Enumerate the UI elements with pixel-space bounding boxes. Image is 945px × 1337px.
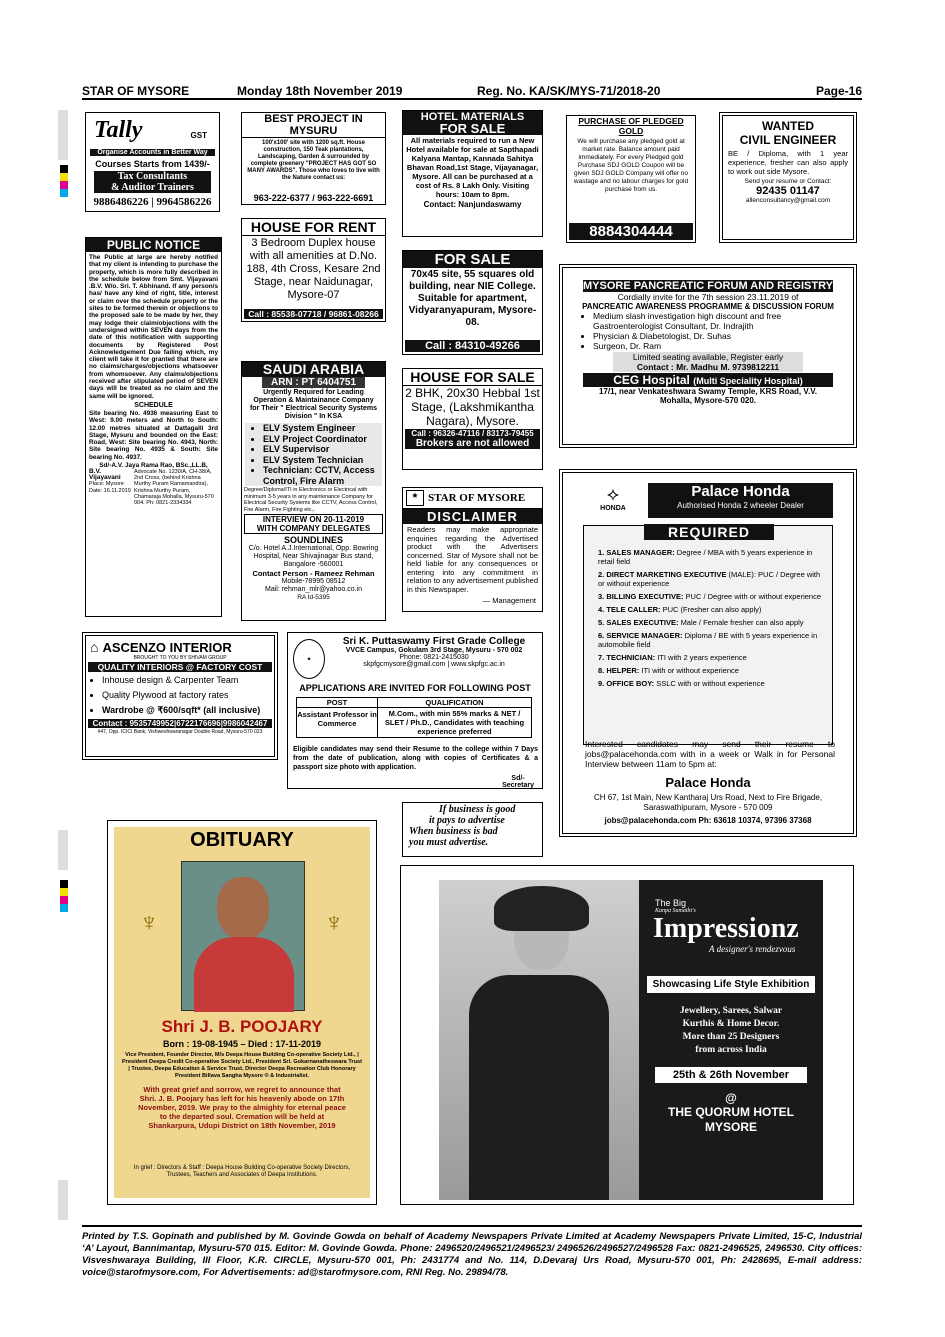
house-sale-call: Call : 96326-47116 / 83173-79455 xyxy=(405,429,540,438)
honda-logo: ⟡ HONDA xyxy=(583,483,643,518)
public-notice-title: PUBLIC NOTICE xyxy=(86,238,221,252)
impressionz-venue: MYSORE xyxy=(704,1120,757,1134)
ceg-hospital: CEG Hospital (Multi Speciality Hospital) xyxy=(583,373,833,387)
gst-label: GST xyxy=(190,131,207,140)
honda-job: 9. OFFICE BOY: SSLC with or without experience xyxy=(598,679,765,688)
honda-job: 3. BILLING EXECUTIVE: PUC / Degree with or without experience xyxy=(598,592,822,601)
house-rent-call: Call : 85538-07718 / 96861-08266 xyxy=(244,309,383,319)
civil-engineer-ad xyxy=(722,115,854,240)
disclaimer-box xyxy=(402,487,543,612)
best-project-ad xyxy=(241,112,386,205)
hotel-materials-ad xyxy=(402,110,543,237)
gray-strip xyxy=(58,1180,68,1220)
tally-logo: Tally xyxy=(94,117,143,143)
impressionz-at: @ xyxy=(725,1091,737,1105)
impressionz-ad xyxy=(400,865,854,1205)
gray-strip xyxy=(58,830,68,870)
college-table xyxy=(296,697,532,738)
house-rent-title: HOUSE FOR RENT xyxy=(242,219,385,236)
impressionz-line: More than 25 Designers xyxy=(682,1032,780,1042)
saudi-item: • ELV System Technician xyxy=(263,455,382,466)
saudi-arn: ARN : PT 6404751 xyxy=(262,377,365,388)
tally-phones: 9886486226 | 9964586226 xyxy=(93,196,212,208)
hotel-title: HOTEL MATERIALS FOR SALE xyxy=(403,111,542,135)
pancreatic-item: • Surgeon, Dr. Ram xyxy=(593,341,835,351)
pancreatic-forum-ad xyxy=(562,267,854,445)
impressionz-venue: THE QUORUM HOTEL xyxy=(668,1105,794,1119)
pledged-title: PURCHASE OF PLEDGED GOLD xyxy=(578,116,684,136)
ascenzo-list xyxy=(86,673,274,718)
honda-job: 7. TECHNICIAN: ITI with 2 years experience xyxy=(598,653,747,662)
house-sale-text: 2 BHK, 20x30 Hebbal 1st Stage, (Lakshmikantha Nagara), Mysore. xyxy=(405,386,540,428)
honda-subtitle: Authorised Honda 2 wheeler Dealer xyxy=(677,501,804,510)
for-sale-title: FOR SALE xyxy=(403,251,542,268)
college-secretary: Secretary xyxy=(502,782,534,789)
saudi-intro: Urgently Required for Leading Operation & Maintainance Company for Their " Electrical Security Systems Division " In KSA xyxy=(249,389,378,420)
honda-jobs-list xyxy=(584,526,832,688)
honda-address: CH 67, 1st Main, New Kantharaj Urs Road, Next to Fire Brigade, Saraswathipuram, Mysore - 570 009 xyxy=(593,793,823,812)
col-post: POST xyxy=(297,698,378,707)
disclaimer-logo: STAR OF MYSORE xyxy=(428,492,526,504)
for-sale-text: 70x45 site, 55 squares old building, near NIE College. Suitable for apartment, Vidyaranyapuram, Mysore-08. xyxy=(408,269,537,328)
house-for-rent-ad xyxy=(241,218,386,322)
college-apps: APPLICATIONS ARE INVITED FOR FOLLOWING POST xyxy=(299,683,531,693)
saudi-fine: Degree/Diploma/ITI in Electronics or Electrical with minimum 3-5 years in any maintenance Company for Electrical Security Systems like CCTV, Access Control, Fire Alarm, Fire Fighting etc., xyxy=(244,487,378,513)
tally-tagline: Organise Accounts in Better Way xyxy=(90,149,215,156)
pledged-phone: 8884304444 xyxy=(569,223,693,240)
civil-title: WANTED CIVIL ENGINEER xyxy=(739,119,837,147)
civil-email: allenconsultancy@gmail.com xyxy=(745,197,831,204)
hotel-text: All materials required to run a New Hotel available for sale at Sapthapadi Kalyana Mantap, Kannada Sahitya Bhavan Road,1st Stage, Vijayanagar, Mysore. All can be purchased at a cost of Rs. 8 Lakh Only. Visiting hours: 10am to 8pm. xyxy=(406,136,539,199)
impressionz-line: Jewellery, Sarees, Salwar xyxy=(679,1006,783,1016)
honda-required-box xyxy=(583,525,833,745)
honda-job: 6. SERVICE MANAGER: Diploma / BE with 5 years experience in automobile field xyxy=(598,631,818,649)
best-project-phones: 963-222-6377 / 963-222-6691 xyxy=(253,193,374,203)
pledged-gold-ad xyxy=(566,115,696,243)
disclaimer-sign: — Management xyxy=(482,596,536,605)
honda-name: Palace Honda xyxy=(665,775,751,790)
house-for-sale-ad xyxy=(402,368,543,470)
home-icon: ⌂ xyxy=(90,639,99,655)
page-header xyxy=(82,84,862,100)
for-sale-call: Call : 84310-49266 xyxy=(405,340,540,352)
obituary-bio: Vice President, Founder Director, M/s Deepa House Building Co-operative Society Ltd., | President Deepa Credit Co-operative Society Ltd., President Sri. Gokarnanatheswara Trust | Trustee, Deepa Education & Service Trust, Director Deepa Recreation Club Honorary President Billava Sangha Mysore ® & Industrialist. xyxy=(122,1052,362,1079)
hotel-contact: Contact: Nanjundaswamy xyxy=(423,200,522,209)
soundlines: SOUNDLINES xyxy=(283,535,343,545)
ascenzo-interior-ad xyxy=(85,635,275,757)
ascenzo-factory: QUALITY INTERIORS @ FACTORY COST xyxy=(88,662,272,672)
obituary-photo xyxy=(181,861,305,1011)
impressionz-dates: 25th & 26th November xyxy=(655,1067,807,1083)
header-date: Monday 18th November 2019 xyxy=(237,84,403,98)
obituary-griefby: In grief : Directors & Staff : Deepa House Building Co-operative Society Directors, Trustees, Teachers and Associates of Deepa Institutions. xyxy=(133,1165,351,1178)
tally-ad xyxy=(85,112,220,212)
impressionz-line: Kurthis & Home Decor. xyxy=(682,1019,780,1029)
saudi-interview: INTERVIEW ON 20-11-2019 WITH COMPANY DELEGATES xyxy=(244,514,383,534)
honda-title-block xyxy=(648,483,833,518)
saudi-arabia-ad xyxy=(241,361,386,621)
ascenzo-contact: Contact : 9535749952|6722176696|9986042467 xyxy=(88,719,272,728)
paper-name: STAR OF MYSORE xyxy=(82,84,190,98)
impressionz-thebig: The Big xyxy=(655,898,687,908)
pancreatic-title: MYSORE PANCREATIC FORUM AND REGISTRY xyxy=(583,280,833,292)
impressionz-brandline: Kanpa Samathi's xyxy=(655,908,696,914)
honda-job: 8. HELPER: ITI with or without experience xyxy=(598,666,739,675)
obituary-title: OBITUARY xyxy=(190,829,294,851)
college-address: VVCE Campus, Gokulam 3rd Stage, Mysuru - 570 002 xyxy=(345,647,523,654)
pancreatic-item: • Medium slash investigation high discount and free Gastroenterologist Consultant, Dr. Indrajith xyxy=(593,311,835,331)
best-project-title: BEST PROJECT IN MYSURU xyxy=(242,113,385,138)
pancreatic-invite: Cordially invite for the 7th session 23.11.2019 of xyxy=(617,292,799,302)
obituary-dates: Born : 19-08-1945 – Died : 17-11-2019 xyxy=(162,1039,322,1049)
for-sale-ad xyxy=(402,250,543,355)
honda-interested: Interested candidates may send their resume to jobs@palacehonda.com with in a week or Walk in for Personal Interview between 11am to 5pm at: xyxy=(585,739,835,769)
impressionz-line: from across India xyxy=(695,1045,767,1055)
model-photo xyxy=(439,880,639,1200)
impressionz-panel xyxy=(639,880,823,1200)
college-phone: Phone: 0821-2415030 xyxy=(399,654,469,661)
saudi-title: SAUDI ARABIA xyxy=(242,362,385,377)
house-sale-title: HOUSE FOR SALE xyxy=(403,369,542,386)
obituary-grief: With great grief and sorrow, we regret to announce that Shri. J. B. Poojary has left for his heavenly abode on 17th November, 2019. We pray to the almighty for eternal peace to the departed soul. Cremation will be held at Shankarpura, Udupi District on 18th November, 2019 xyxy=(138,1085,346,1130)
palace-honda-ad xyxy=(562,472,854,834)
college-web: skpfgcmysore@gmail.com | www.skpfgc.ac.in xyxy=(363,661,505,668)
honda-job: 5. SALES EXECUTIVE: Male / Female fresher can also apply xyxy=(598,618,804,627)
honda-required: REQUIRED xyxy=(644,524,774,540)
tally-courses: Courses Starts from 1439/- xyxy=(95,159,210,169)
house-rent-text: 3 Bedroom Duplex house with all amenities at D.No. 188, 4th Cross, Kesare 2nd Stage, near Naidunagar, Mysore-07 xyxy=(246,237,381,301)
college-eligible: Eligible candidates may send their Resume to the college within 7 Days from the date of publication, along with copies of Certificates & a passport size photo with application. xyxy=(293,746,538,771)
ascenzo-item: • Wardrobe @ ₹600/sqft* (all inclusive) xyxy=(102,703,274,718)
schedule-text: Site bearing No. 4936 measuring East to West: 9.00 meters and North to South: 12.00 metres situated at Dattagalli 3rd Stage, Mysuru and bounded on the East: Road, West: Site bearing No. 4943, North: Site bearing No. 4935 & South: Site bearing No. 4937. xyxy=(89,409,218,461)
saudi-item: • ELV Project Coordinator xyxy=(263,434,382,445)
advocate-address: Advocate No. 1230/A, CH-38/A, 2nd Cross, (behind Krishna Murthy Puram Ramamandira), Krishna Murthy Puram, Chamaraja Mohalla, Mysuru-570 004. Ph: 0821-2334334 xyxy=(134,469,214,507)
business-ad: If business is good it pays to advertise When business is bad you must advertise. xyxy=(402,802,543,857)
saudi-address: C/o. Hotel A.J.International, Opp. Bowring Hospital, Near Shivajinagar Bus stand, Bangalore -560001 xyxy=(248,545,379,568)
saudi-item: • Technician: CCTV, Access Control, Fire Alarm xyxy=(263,465,382,486)
honda-title: Palace Honda xyxy=(691,483,790,500)
pledged-text: We will purchase any pledged gold at market rate. Balance amount paid immediately. For every Pledged gold Purchase SDJ GOLD Coupon will be given SDJ GOLD Company will offer no wastage and no labour charges for gold purchase from us. xyxy=(573,138,689,193)
honda-job: 1. SALES MANAGER: Degree / MBA with 5 years experience in retail field xyxy=(598,548,813,566)
lamp-icon: ♆ xyxy=(324,907,344,937)
house-sale-note: Brokers are not allowed xyxy=(405,438,540,449)
qual-cell: M.Com., with min 55% marks & NET / SLET / Ph.D., Candidates with teaching experience preferred xyxy=(384,709,525,736)
college-name: Sri K. Puttaswamy First Grade College xyxy=(342,636,526,647)
college-ad xyxy=(287,632,543,789)
honda-job: 4. TELE CALLER: PUC (Fresher can also apply) xyxy=(598,605,762,614)
star-logo-icon: ★ xyxy=(406,490,424,506)
post-cell: Assistant Professor in Commerce xyxy=(297,708,378,737)
saudi-ra: RA Id-5395 xyxy=(297,594,330,601)
saudi-item: • ELV System Engineer xyxy=(263,423,382,434)
best-project-text: 100'x100' site with 1200 sq.ft. House construction, 150 Teak plantations, Landscaping, Garden & surrounded by complete greenery "PROJECT HAS GOT SO MANY AWARDS". Those who loves to live with the Nature contact us: xyxy=(247,140,380,181)
ascenzo-address: #47, Opp. ICICI Bank, Vishweshwaranagar Double Road, Mysuru-570 023 xyxy=(97,729,263,735)
ascenzo-sub: BROUGHT TO YOU BY SHIVAM GROUP xyxy=(133,655,227,661)
saudi-mobile: Mobile-78995 08512 xyxy=(281,578,346,585)
college-sign: Sd/- xyxy=(511,775,525,782)
registration-marks xyxy=(60,880,68,912)
gray-strip xyxy=(58,110,68,160)
pancreatic-list xyxy=(563,311,853,351)
page-footer: Printed by T.S. Gopinath and published by M. Govinde Gowda on behalf of Academy Newspapers Private Limited at Academy Newspapers Private Limited, 15-C, Industrial ‘A’ Layout, Bannimantap, Mysuru-570 015. Editor: M. Govinde Gowda. Phone: 2496520/2496521/2496523/ 2496526/2496527/2496528 Fax: 0821-2496525, 2496530. City offices: Visveshwaraya Building, III Floor, K.R. CIRCLE, Mysuru-570 001, Ph: 2431774 and No. 114, D.Devaraj Urs Road, Mysuru-570 001, Ph: 2428695, E-mail address: voice@starofmysore.com, For Advertisements: ad@starofmysore.com, RNI Reg. No. 29894/78. xyxy=(82,1225,862,1279)
disclaimer-title: DISCLAIMER xyxy=(403,509,542,524)
honda-contact: jobs@palacehonda.com Ph: 63618 10374, 97396 37368 xyxy=(604,816,812,825)
pancreatic-item: • Physician & Diabetologist, Dr. Suhas xyxy=(593,331,835,341)
tally-consultants: Tax Consultants & Auditor Trainers xyxy=(94,171,211,193)
civil-phone: 92435 01147 xyxy=(756,185,820,197)
public-notice xyxy=(85,237,222,617)
ceg-address: 17/1, near Venkateshwara Swamy Temple, KRS Road, V.V. Mohalla, Mysore-570 020. xyxy=(598,387,818,405)
client-name: B.V. Vijayavani xyxy=(89,468,121,482)
ascenzo-item: • Inhouse design & Carpenter Team xyxy=(102,673,274,688)
obituary-ad xyxy=(107,820,377,1205)
disclaimer-text: Readers may make appropriate enquiries regarding the Advertised product with the Advertisers concerned. Star of Mysore shall not be held liable for any consequences or entering into any commitment in relation to any advertisement published in this Newspaper. xyxy=(407,525,538,594)
college-emblem-icon: ✦ xyxy=(293,639,325,679)
saudi-item: • ELV Supervisor xyxy=(263,444,382,455)
advocate-sign: Sd/-A.V. Jaya Rama Rao, BSc.,LL.B, xyxy=(99,462,208,470)
honda-wing-icon: ⟡ xyxy=(607,484,619,504)
col-qual: QUALIFICATION xyxy=(425,698,484,707)
header-page: Page-16 xyxy=(815,84,862,98)
notice-place: Place: Mysore xyxy=(89,481,124,488)
registration-marks xyxy=(60,165,68,197)
lamp-icon: ♆ xyxy=(139,907,159,937)
pancreatic-programme: PANCREATIC AWARENESS PROGRAMME & DISCUSSION FORUM xyxy=(582,302,834,311)
saudi-list xyxy=(245,423,382,486)
saudi-mail: Mail: rehman_mlr@yahoo.co.in xyxy=(265,586,362,593)
ascenzo-title: ASCENZO INTERIOR xyxy=(102,639,232,655)
impressionz-exhibit: Showcasing Life Style Exhibition xyxy=(647,976,815,993)
civil-send: Send your resume or Contact: xyxy=(744,178,832,185)
header-reg: Reg. No. KA/SK/MYS-71/2018-20 xyxy=(477,84,661,98)
saudi-contact: Contact Person - Rameez Rehman xyxy=(252,569,375,578)
pancreatic-limited: Limited seating available, Register early Contact : Mr. Madhu M. 9739812211 xyxy=(613,352,803,372)
obituary-name: Shri J. B. POOJARY xyxy=(161,1017,323,1036)
impressionz-tagline: A designer's rendezvous xyxy=(709,944,796,954)
schedule-heading: SCHEDULE xyxy=(134,401,173,409)
impressionz-title: Impressionz xyxy=(653,913,799,944)
ascenzo-item: • Quality Plywood at factory rates xyxy=(102,688,274,703)
notice-date: Date: 16.11.2019 xyxy=(89,487,131,494)
civil-text: BE / Diploma, with 1 year experience, fresher can also apply to work out side Mysore. xyxy=(728,149,848,176)
honda-job: 2. DIRECT MARKETING EXECUTIVE (MALE): PUC / Degree with or without experience xyxy=(598,570,821,588)
public-notice-body: The Public at large are hereby notified that my client is intending to purchase the property, which is more fully described in the schedule below from Smt. Vijayavani .B.V. W/o. Sri. T. Abhinand. If any person/s has/ have any kind of right, title, interest or claim over the schedule property or the sites to be formed therein or objections to the proposed sale to be made by her, they may lodge their claim/objections with the undersigned within SEVEN days from the date of this notification with supporting documents by Registered Post Acknowledgement Due failing which, my client will take it for granted that there are no claims/charges/objections whatsoever from whomsoever. Any claims/objections received after stipulated period of SEVEN days will be treated as no claim and the same will be ignored. xyxy=(89,254,218,400)
